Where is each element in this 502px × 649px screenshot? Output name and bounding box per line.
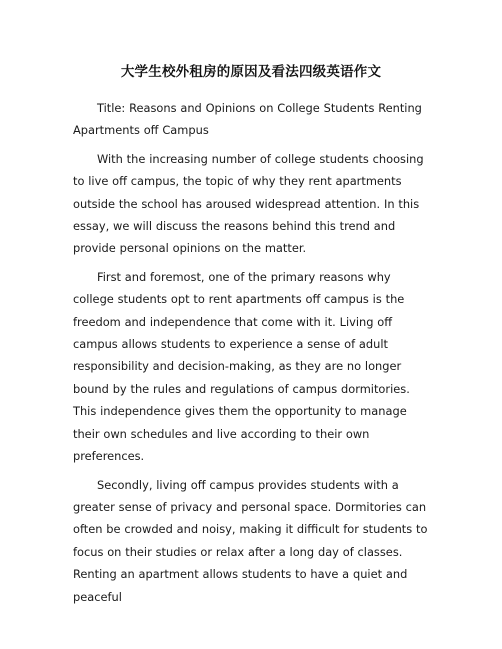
paragraph-introduction: With the increasing number of college students choosing to live off campus, the topic of why they rent apartments outside the school has aroused widespread attention. In this essay, we will discuss the reasons behind this trend and provide personal opinions on the matter.: [73, 151, 424, 256]
paragraph-title-line: Title: Reasons and Opinions on College Students Renting Apartments off Campus: [73, 101, 422, 138]
document-title: 大学生校外租房的原因及看法四级英语作文: [120, 64, 382, 80]
paragraph-second-reason: Secondly, living off campus provides students with a greater sense of privacy and personal space. Dormitories can often be crowded and noisy, making it difficult for students to focus on their studies or relax after a long day of classes. Renting an apartment allows students to have a quiet and peaceful: [73, 477, 428, 604]
document-body: [73, 97, 435, 614]
paragraph-first-reason: First and foremost, one of the primary reasons why college students opt to rent apartments off campus is the freedom and independence that come with it. Living off campus allows students to experience a sense of adult responsibility and decision-making, as they are no longer bound by the rules and regulations of campus dormitories. This independence gives them the opportunity to manage their own schedules and live according to their own preferences.: [73, 269, 410, 464]
